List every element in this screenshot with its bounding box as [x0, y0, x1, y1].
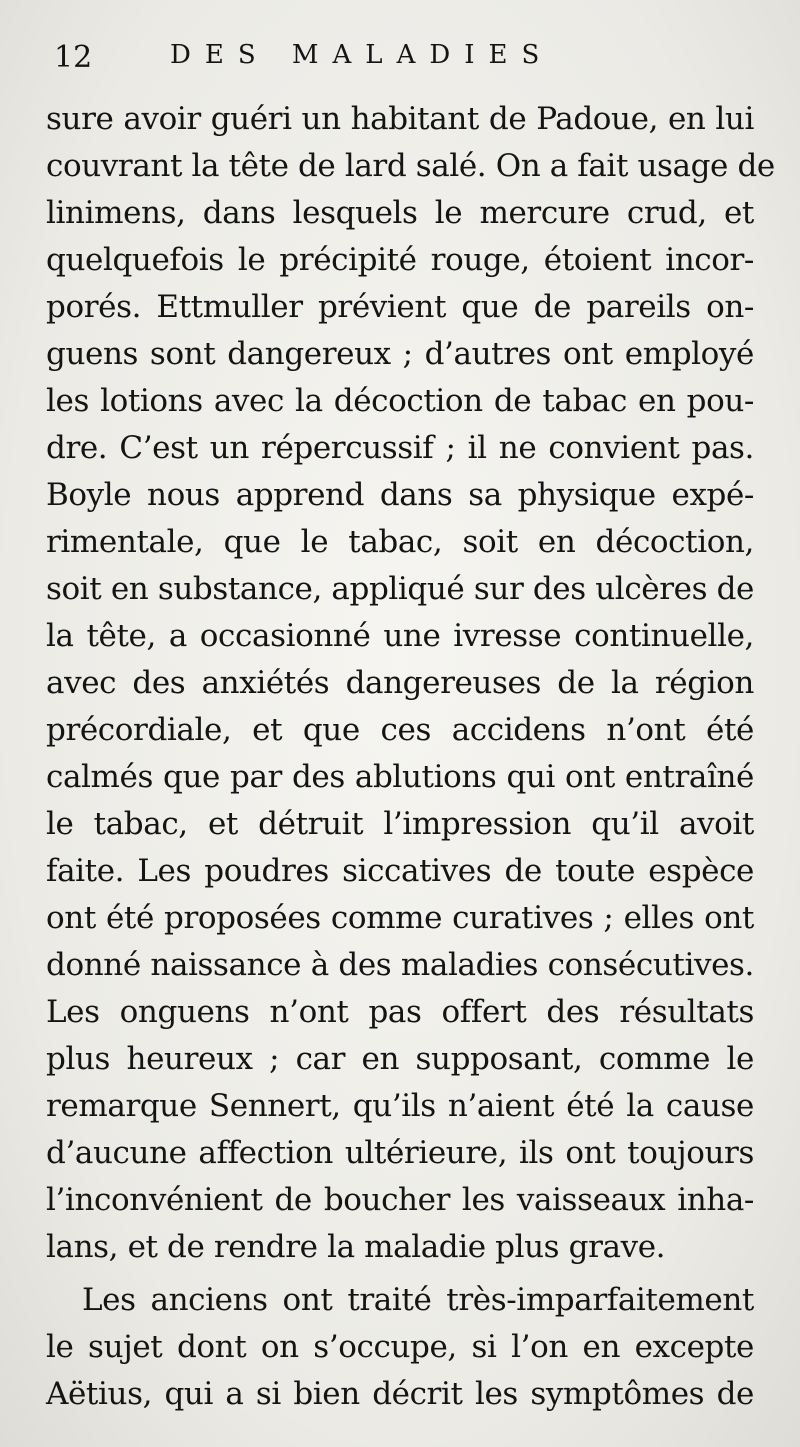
- text-line: Les onguens n’ont pas offert des résultats: [46, 994, 754, 1030]
- text-line: précordiale, et que ces accidens n’ont été: [46, 712, 754, 748]
- page-number: 12: [54, 40, 93, 75]
- text-line: la tête, a occasionné une ivresse continuelle,: [46, 618, 754, 654]
- text-line: le sujet dont on s’occupe, si l’on en excepte: [46, 1329, 754, 1365]
- text-line: l’inconvénient de boucher les vaisseaux inha-: [46, 1182, 754, 1218]
- text-line: plus heureux ; car en supposant, comme le: [46, 1041, 754, 1077]
- text-line: faite. Les poudres siccatives de toute espèce: [46, 853, 754, 889]
- text-line: soit en substance, appliqué sur des ulcères de: [46, 571, 754, 607]
- text-line: le tabac, et détruit l’impression qu’il avoit: [46, 806, 754, 842]
- text-line: Aëtius, qui a si bien décrit les symptômes de: [46, 1376, 754, 1412]
- text-line: porés. Ettmuller prévient que de pareils on-: [46, 289, 754, 325]
- text-line: rimentale, que le tabac, soit en décoction,: [46, 524, 754, 560]
- text-line: quelquefois le précipité rouge, étoient incor-: [46, 242, 754, 278]
- text-line: donné naissance à des maladies consécutives.: [46, 947, 754, 983]
- text-line: dre. C’est un répercussif ; il ne convient pas.: [46, 430, 754, 466]
- text-line: Boyle nous apprend dans sa physique expé-: [46, 477, 754, 513]
- text-line: guens sont dangereux ; d’autres ont employé: [46, 336, 754, 372]
- text-line: linimens, dans lesquels le mercure crud, et: [46, 195, 754, 231]
- running-title: DES MALADIES: [170, 40, 554, 70]
- text-line: calmés que par des ablutions qui ont entraîné: [46, 759, 754, 795]
- text-line: ont été proposées comme curatives ; elles ont: [46, 900, 754, 936]
- body-text: [46, 96, 775, 1418]
- text-line: avec des anxiétés dangereuses de la région: [46, 665, 754, 701]
- text-line: sure avoir guéri un habitant de Padoue, en lui: [46, 101, 754, 137]
- text-line: couvrant la tête de lard salé. On a fait usage de: [46, 148, 775, 184]
- page-header: [48, 38, 748, 82]
- text-line: Les anciens ont traité très-imparfaitement: [82, 1282, 754, 1318]
- text-line: lans, et de rendre la maladie plus grave.: [46, 1229, 666, 1265]
- text-line: les lotions avec la décoction de tabac en pou-: [46, 383, 754, 419]
- text-line: d’aucune affection ultérieure, ils ont toujours: [46, 1135, 754, 1171]
- text-line: remarque Sennert, qu’ils n’aient été la cause: [46, 1088, 754, 1124]
